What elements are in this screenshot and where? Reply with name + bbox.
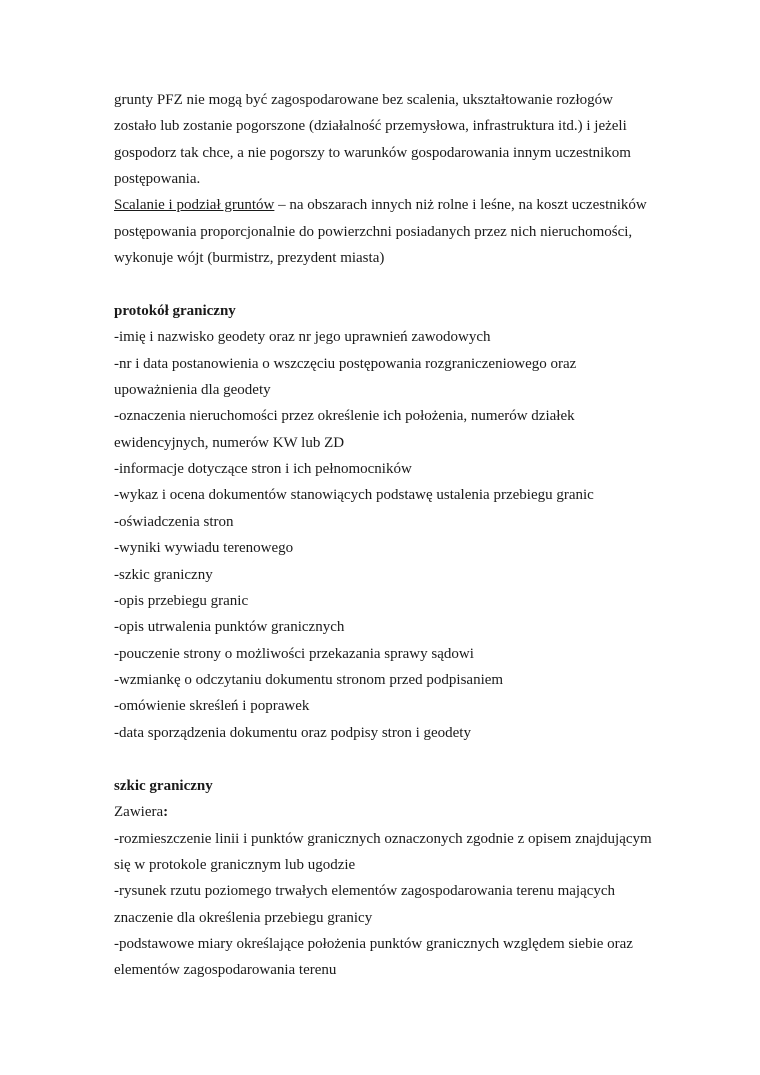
scalenie-rest: – na obszarach innych niż rolne i leśne, na koszt uczestników (274, 197, 647, 213)
protokol-line: -wykaz i ocena dokumentów stanowiących podstawę ustalenia przebiegu granic (114, 487, 594, 503)
protokol-line: -wyniki wywiadu terenowego (114, 540, 294, 556)
szkic-line: -rysunek rzutu poziomego trwałych elementów zagospodarowania terenu mających (114, 883, 616, 899)
protokol-line: -wzmiankę o odczytaniu dokumentu stronom przed podpisaniem (114, 672, 504, 688)
intro-line-3: gospodorz tak chce, a nie pogorszy to warunków gospodarowania innym uczestnikom (114, 145, 631, 161)
intro-line-6: postępowania proporcjonalnie do powierzchni posiadanych przez nich nieruchomości, (114, 224, 633, 240)
protokol-line: -oznaczenia nieruchomości przez określenie ich położenia, numerów działek (114, 408, 575, 424)
szkic-heading: szkic graniczny (114, 778, 213, 794)
zawiera-line (114, 803, 168, 821)
protokol-line: -omówienie skreśleń i poprawek (114, 698, 310, 714)
protokol-line: -data sporządzenia dokumentu oraz podpisy stron i geodety (114, 725, 471, 741)
protokol-line: -imię i nazwisko geodety oraz nr jego uprawnień zawodowych (114, 329, 491, 345)
szkic-line: elementów zagospodarowania terenu (114, 962, 337, 978)
protokol-line: upoważnienia dla geodety (114, 382, 271, 398)
protokol-line: -opis przebiegu granic (114, 593, 249, 609)
szkic-line: -rozmieszczenie linii i punktów granicznych oznaczonych zgodnie z opisem znajdującym (114, 831, 652, 847)
zawiera-label: Zawiera (114, 804, 164, 820)
protokol-heading: protokół graniczny (114, 303, 236, 319)
szkic-line: -podstawowe miary określające położenia punktów granicznych względem siebie oraz (114, 936, 633, 952)
szkic-line: znaczenie dla określenia przebiegu granicy (114, 910, 373, 926)
protokol-line: -nr i data postanowienia o wszczęciu postępowania rozgraniczeniowego oraz (114, 356, 577, 372)
zawiera-colon: : (163, 804, 169, 820)
scalenie-line (114, 196, 647, 214)
intro-line-1: grunty PFZ nie mogą być zagospodarowane bez scalenia, ukształtowanie rozłogów (114, 92, 614, 108)
protokol-line: ewidencyjnych, numerów KW lub ZD (114, 435, 345, 451)
intro-line-2: zostało lub zostanie pogorszone (działalność przemysłowa, infrastruktura itd.) i jeżeli (114, 118, 627, 134)
scalenie-term: Scalanie i podział gruntów (114, 197, 275, 213)
intro-line-4: postępowania. (114, 171, 201, 187)
protokol-line: -opis utrwalenia punktów granicznych (114, 619, 345, 635)
protokol-line: -szkic graniczny (114, 567, 213, 583)
protokol-line: -oświadczenia stron (114, 514, 234, 530)
intro-line-7: wykonuje wójt (burmistrz, prezydent miasta) (114, 250, 385, 266)
protokol-line: -pouczenie strony o możliwości przekazania sprawy sądowi (114, 646, 474, 662)
szkic-line: się w protokole granicznym lub ugodzie (114, 857, 356, 873)
protokol-line: -informacje dotyczące stron i ich pełnomocników (114, 461, 412, 477)
